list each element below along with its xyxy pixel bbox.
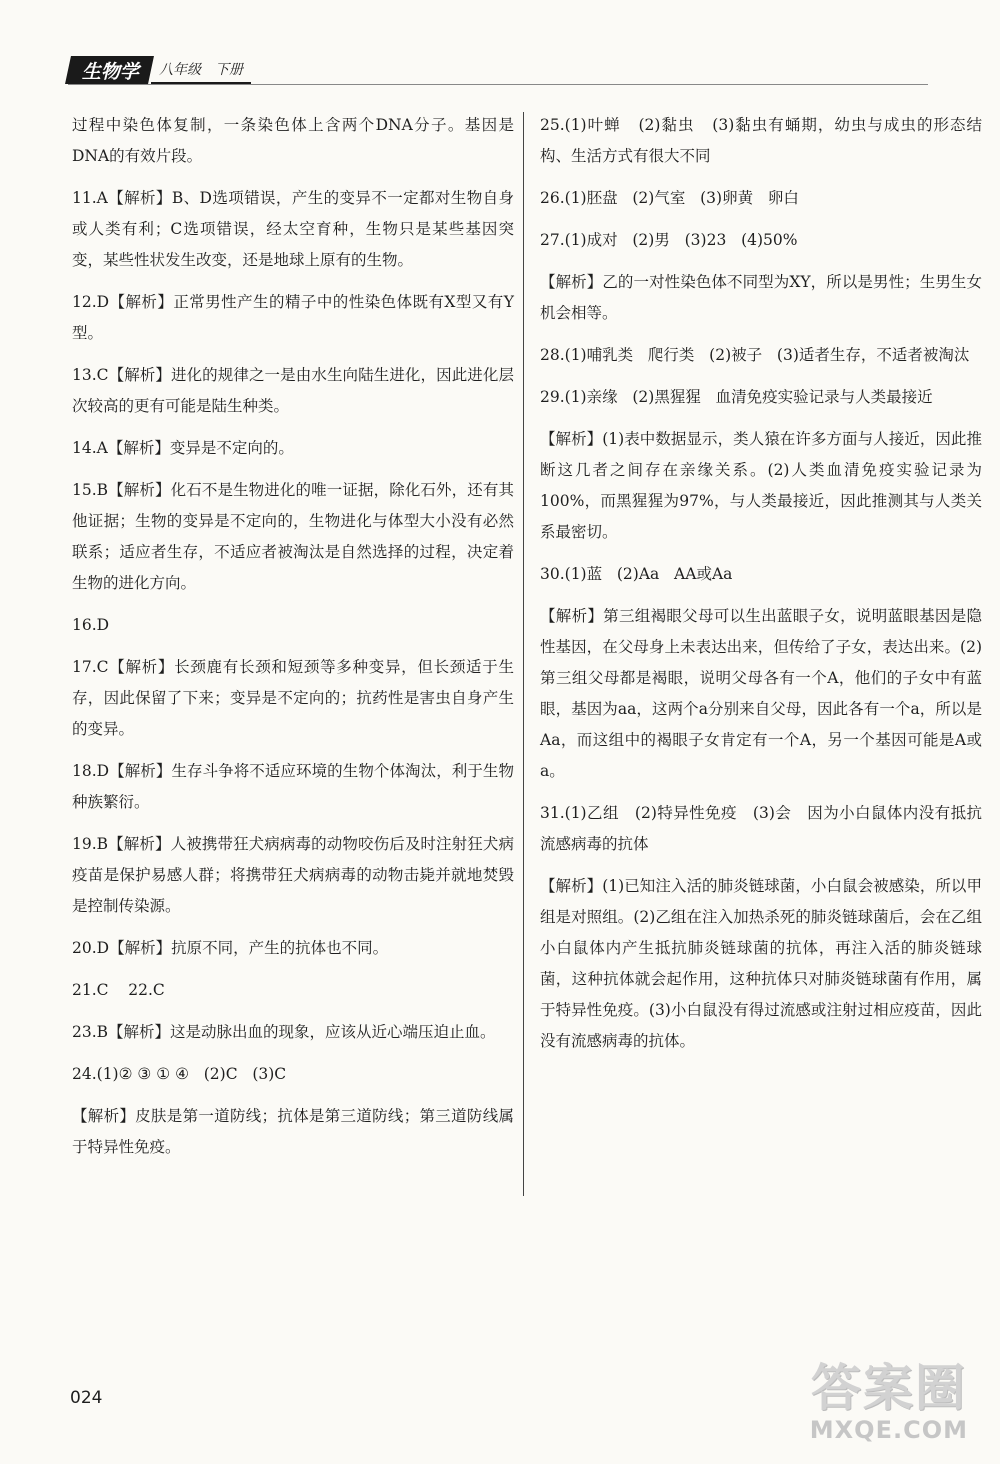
watermark-url: MXQE.COM: [809, 1416, 968, 1444]
answer-paragraph: 【解析】皮肤是第一道防线；抗体是第三道防线；第三道防线属于特异性免疫。: [72, 1107, 514, 1156]
column-divider: [523, 112, 524, 1196]
answer-paragraph: 25.(1)叶蝉 (2)黏虫 (3)黏虫有蛹期，幼虫与成虫的形态结构、生活方式有很大不同: [540, 116, 982, 165]
answer-paragraph: 23.B【解析】这是动脉出血的现象，应该从近心端压迫止血。: [72, 1023, 496, 1041]
answer-paragraph: 19.B【解析】人被携带狂犬病病毒的动物咬伤后及时注射狂犬病疫苗是保护易感人群；将携带狂犬病病毒的动物击毙并就地焚毁是控制传染源。: [72, 835, 514, 915]
subject-title: 生物学: [65, 56, 154, 84]
answer-paragraph: 29.(1)亲缘 (2)黑猩猩 血清免疫实验记录与人类最接近: [540, 388, 933, 406]
answer-paragraph: 26.(1)胚盘 (2)气室 (3)卵黄 卵白: [540, 189, 799, 207]
answer-paragraph: 11.A【解析】B、D选项错误，产生的变异不一定都对生物自身或人类有利；C选项错误，经太空育种，生物只是某些基因突变，某些性状发生改变，还是地球上原有的生物。: [72, 189, 514, 269]
answer-paragraph: 28.(1)哺乳类 爬行类 (2)被子 (3)适者生存，不适者被淘汰: [540, 346, 970, 364]
right-column: [540, 110, 982, 1068]
answer-paragraph: 18.D【解析】生存斗争将不适应环境的生物个体淘汰，利于生物种族繁衍。: [72, 762, 514, 811]
left-column: [72, 110, 514, 1174]
watermark: [810, 1360, 968, 1444]
book-header: [68, 56, 251, 84]
answer-paragraph: 24.(1)② ③ ① ④ (2)C (3)C: [72, 1065, 287, 1083]
header-rule: [68, 84, 928, 85]
answer-paragraph: 14.A【解析】变异是不定向的。: [72, 439, 294, 457]
answer-paragraph: 21.C 22.C: [72, 981, 165, 999]
answer-paragraph: 13.C【解析】进化的规律之一是由水生向陆生进化，因此进化层次较高的更有可能是陆生种类。: [72, 366, 514, 415]
answer-paragraph: 【解析】(1)表中数据显示，类人猿在许多方面与人接近，因此推断这几者之间存在亲缘关系。(2)人类血清免疫实验记录为100%，而黑猩猩为97%，与人类最接近，因此推测其与人类关系最密切。: [540, 430, 982, 541]
answer-paragraph: 20.D【解析】抗原不同，产生的抗体也不同。: [72, 939, 389, 957]
page-number: 024: [70, 1388, 103, 1408]
answer-paragraph: 17.C【解析】长颈鹿有长颈和短颈等多种变异，但长颈适于生存，因此保留了下来；变异是不定向的；抗药性是害虫自身产生的变异。: [72, 658, 514, 738]
answer-paragraph: 12.D【解析】正常男性产生的精子中的性染色体既有X型又有Y型。: [72, 293, 514, 342]
answer-paragraph: 27.(1)成对 (2)男 (3)23 (4)50%: [540, 231, 798, 249]
answer-paragraph: 【解析】乙的一对性染色体不同型为XY，所以是男性；生男生女机会相等。: [540, 273, 982, 322]
volume-label: 下册: [215, 62, 244, 78]
answer-paragraph: 【解析】第三组褐眼父母可以生出蓝眼子女，说明蓝眼基因是隐性基因，在父母身上未表达出来，但传给了子女，表达出来。(2)第三组父母都是褐眼，说明父母各有一个A，他们的子女中有蓝眼，基因为aa，这两个a分别来自父母，因此各有一个a，所以是Aa，而这组中的褐眼子女肯定有一个A，另一个基因可能是A或a。: [540, 607, 982, 780]
answer-paragraph: 过程中染色体复制，一条染色体上含两个DNA分子。基因是DNA的有效片段。: [72, 116, 514, 165]
answer-paragraph: 【解析】(1)已知注入活的肺炎链球菌，小白鼠会被感染，所以甲组是对照组。(2)乙组在注入加热杀死的肺炎链球菌后，会在乙组小白鼠体内产生抵抗肺炎链球菌的抗体，再注入活的肺炎链球菌，这种抗体就会起作用，这种抗体只对肺炎链球菌有作用，属于特异性免疫。(3)小白鼠没有得过流感或注射过相应疫苗，因此没有流感病毒的抗体。: [540, 877, 982, 1050]
answer-paragraph: 31.(1)乙组 (2)特异性免疫 (3)会 因为小白鼠体内没有抵抗流感病毒的抗体: [540, 804, 982, 853]
answer-paragraph: 16.D: [72, 616, 110, 634]
answer-paragraph: 15.B【解析】化石不是生物进化的唯一证据，除化石外，还有其他证据；生物的变异是不定向的，生物进化与体型大小没有必然联系；适应者生存，不适应者被淘汰是自然选择的过程，决定着生物的进化方向。: [72, 481, 514, 592]
grade-label: 八年级: [159, 62, 202, 78]
grade-volume: [151, 56, 251, 84]
answer-paragraph: 30.(1)蓝 (2)Aa AA或Aa: [540, 565, 733, 583]
watermark-logo: 答案圈: [810, 1359, 967, 1417]
